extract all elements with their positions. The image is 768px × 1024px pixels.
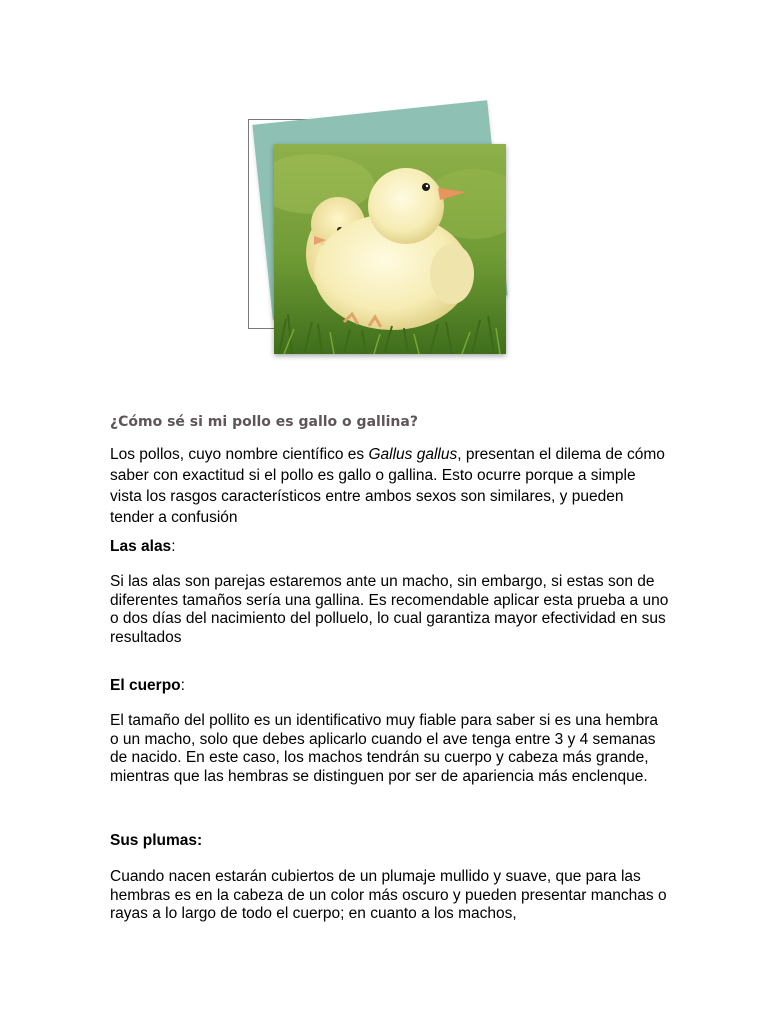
intro-text-start: Los pollos, cuyo nombre científico es [110, 446, 369, 463]
section-body-body: El tamaño del pollito es un identificativo muy fiable para saber si es una hembra o un macho, solo que debes aplicarlo cuando el ave tenga entre 3 y 4 semanas de nacido. En este caso, los machos tendrán su cuerpo y cabeza más grande, mientras que las hembras se distinguen por ser de apariencia más enclenque. [110, 712, 658, 785]
chicks-photo [274, 144, 506, 354]
section-title-body-colon: : [180, 677, 185, 694]
section-title-wings-colon: : [171, 538, 176, 555]
section-body-wings: Si las alas son parejas estaremos ante un macho, sin embargo, si estas son de diferentes tamaños sería una gallina. Es recomendable aplicar esta prueba a uno o dos días del nacimiento del polluelo, lo cual garantiza mayor efectividad en sus resultados [110, 573, 669, 646]
chick-illustration [0, 0, 768, 380]
scientific-name: Gallus gallus [368, 446, 458, 463]
section-title-body-label: El cuerpo [110, 677, 181, 694]
section-title-feathers-label: Sus plumas: [110, 832, 203, 849]
section-title-wings-label: Las alas [110, 538, 172, 555]
intro-paragraph [110, 444, 670, 528]
intro-text-end: , presentan el dilema de cómo saber con exactitud si el pollo es gallo o gallina. Esto ocurre porque a simple vista los rasgos característicos entre ambos sexos son similares, y pueden tender a confusión [110, 446, 665, 526]
section-title-body [110, 676, 185, 695]
section-title-wings [110, 537, 176, 556]
section-title-feathers [110, 831, 202, 850]
article-heading: ¿Cómo sé si mi pollo es gallo o gallina? [110, 414, 418, 430]
section-body-feathers: Cuando nacen estarán cubiertos de un plumaje mullido y suave, que para las hembras es en la cabeza de un color más oscuro y pueden presentar manchas o rayas a lo largo de todo el cuerpo; en cuanto a los machos, [110, 868, 667, 922]
